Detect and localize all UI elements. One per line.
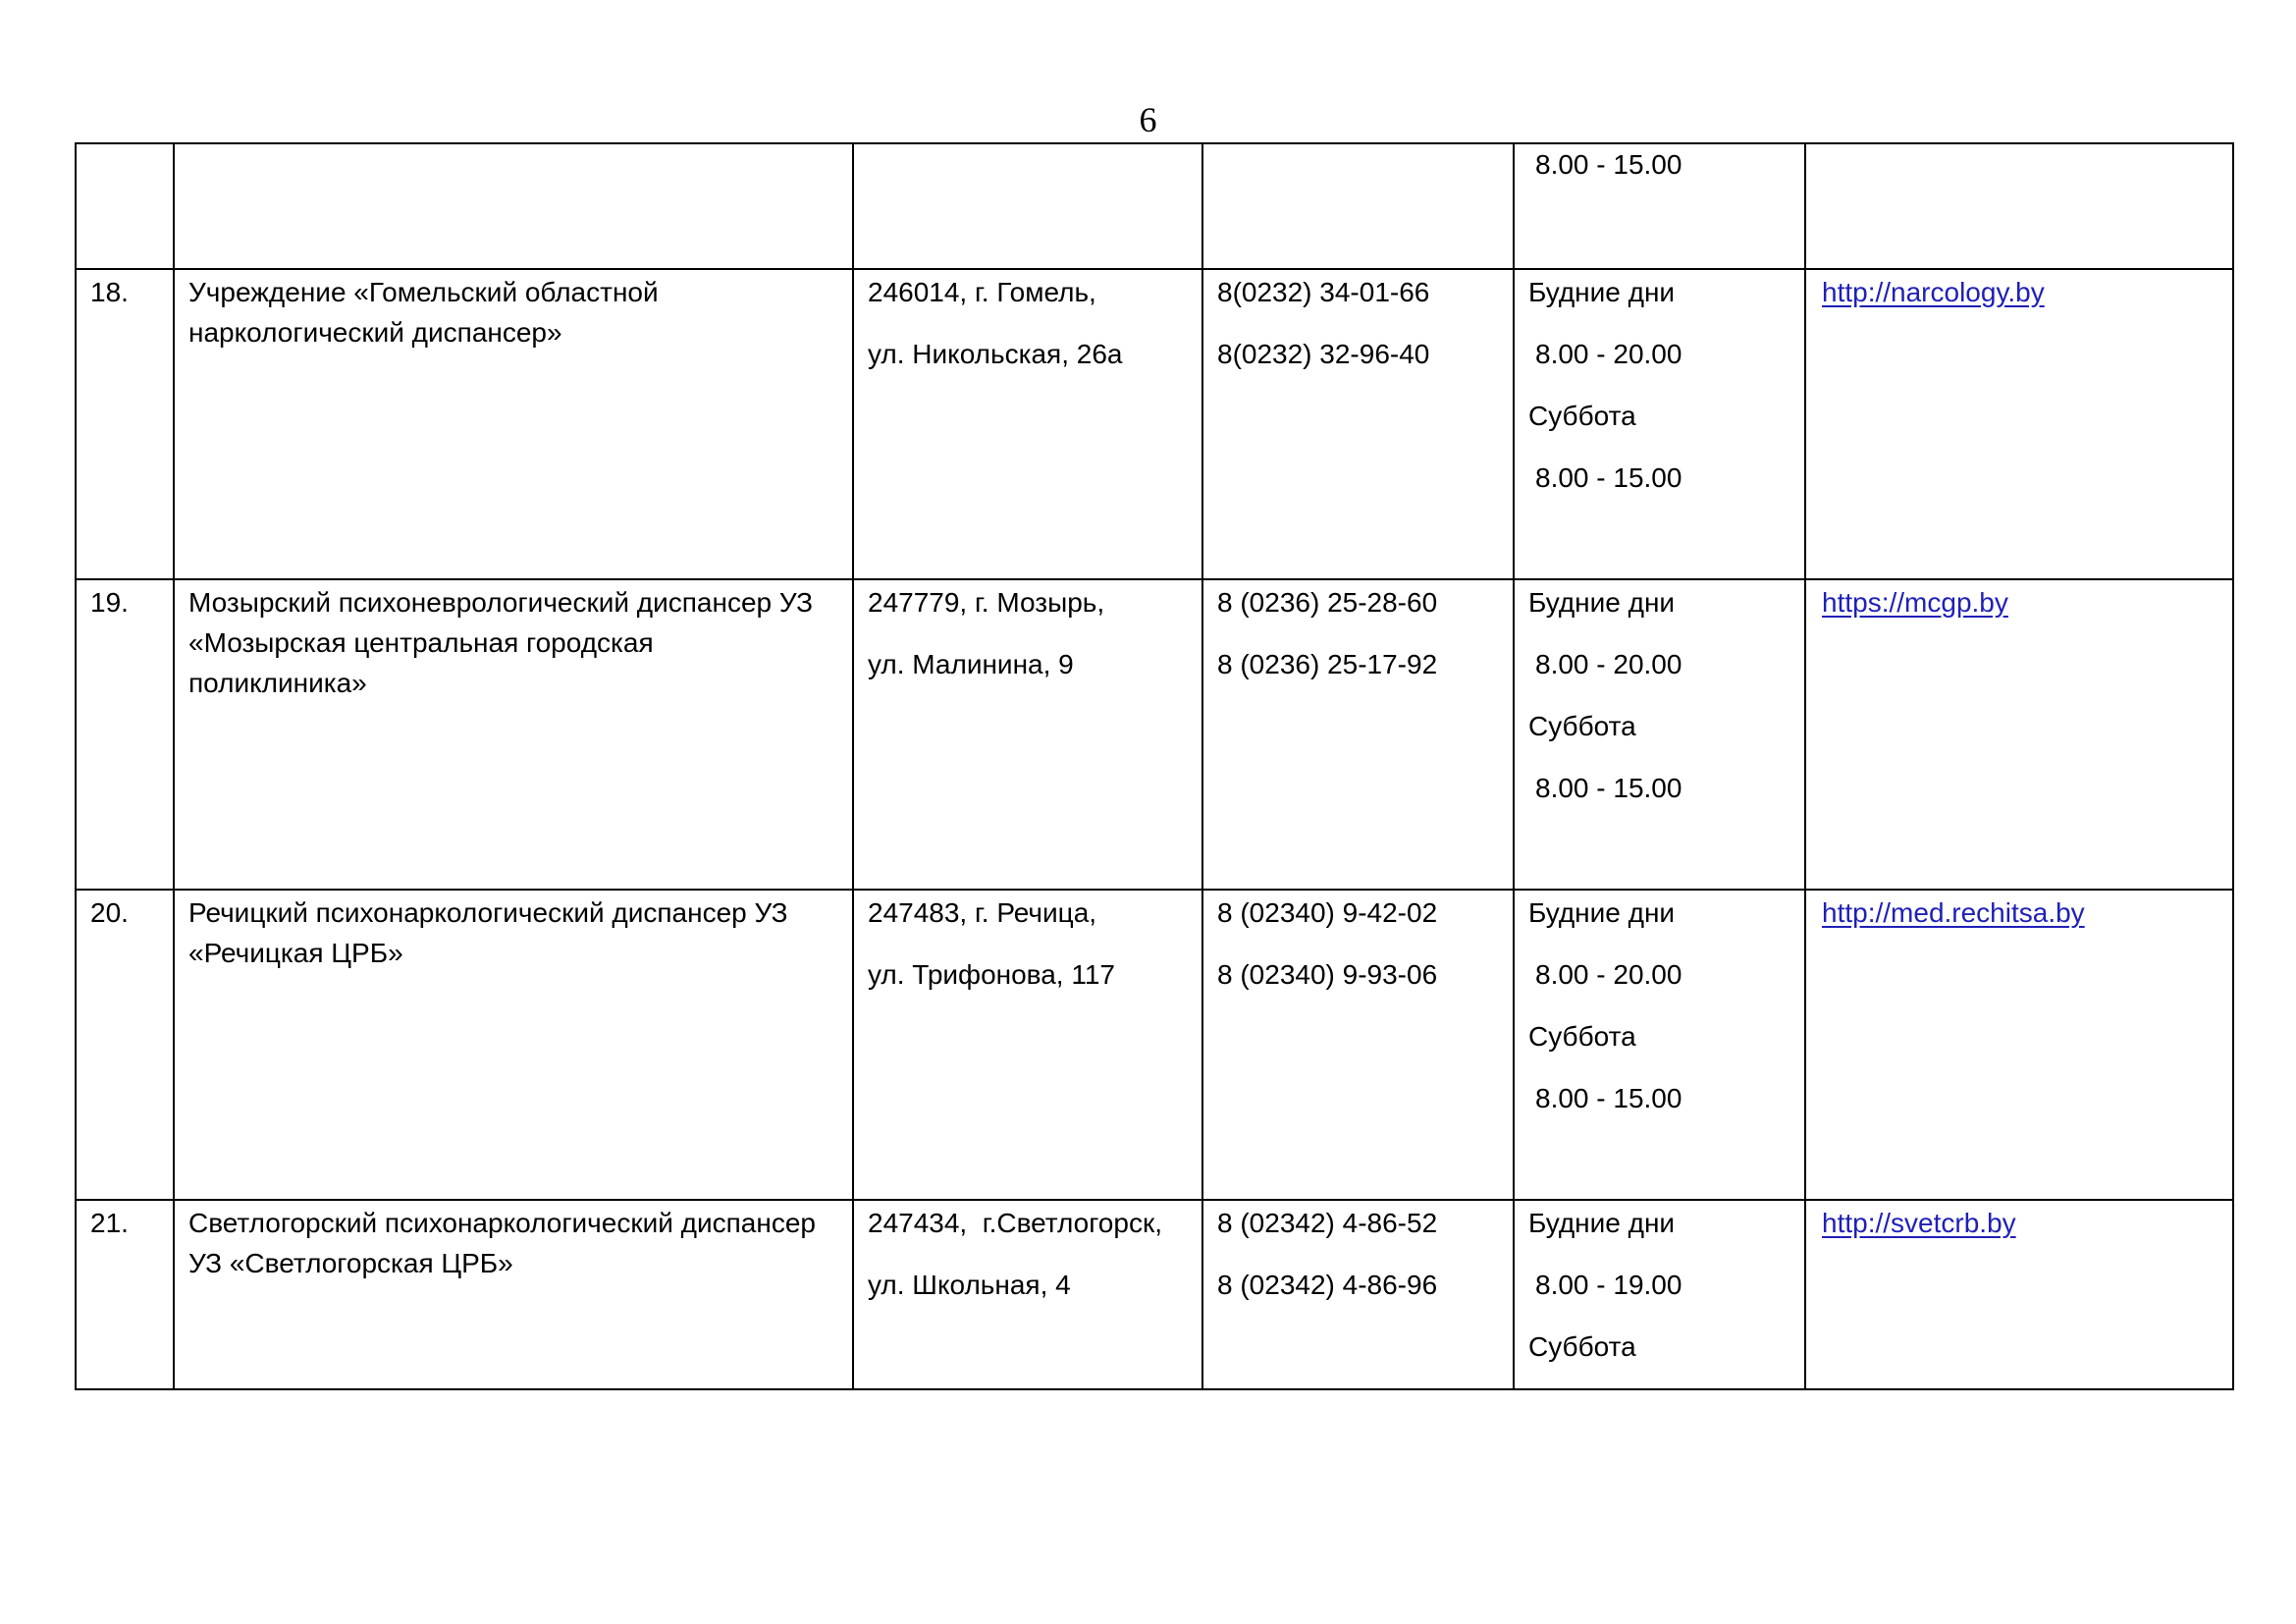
cell-hours: [1514, 890, 1805, 1200]
cell-num: [76, 143, 174, 269]
page-number: 6: [1139, 100, 1157, 139]
cell-num: [76, 269, 174, 579]
cell-hours: [1514, 579, 1805, 890]
cell-phones: [1202, 579, 1514, 890]
table-row-continued: [76, 143, 2233, 269]
cell-name: [174, 143, 853, 269]
hours-line: 8.00 - 15.00: [1535, 149, 1682, 180]
website-link[interactable]: http://svetcrb.by: [1822, 1208, 2016, 1238]
row-number: 21.: [90, 1208, 129, 1238]
hours-line: 8.00 - 20.00: [1535, 959, 1682, 990]
address-line: 246014, г. Гомель,: [868, 277, 1096, 307]
cell-name: [174, 269, 853, 579]
cell-name: [174, 890, 853, 1200]
table-row: [76, 579, 2233, 890]
hours-line: 8.00 - 20.00: [1535, 339, 1682, 369]
institution-name: Мозырский психоневрологический диспансер УЗ «Мозырская центральная городская поликлиника»: [188, 587, 813, 698]
cell-name: [174, 579, 853, 890]
hours-line: 8.00 - 20.00: [1535, 649, 1682, 679]
website-link[interactable]: http://narcology.by: [1822, 277, 2045, 307]
dispensary-table: [75, 142, 2234, 1390]
row-number: 20.: [90, 897, 129, 928]
address-line: ул. Никольская, 26а: [868, 339, 1123, 369]
row-number: 18.: [90, 277, 129, 307]
phone-number: 8(0232) 32-96-40: [1217, 339, 1430, 369]
phone-number: 8 (02342) 4-86-52: [1217, 1208, 1438, 1238]
hours-label: Будние дни: [1528, 897, 1676, 928]
address-line: 247483, г. Речица,: [868, 897, 1097, 928]
cell-address: [853, 890, 1202, 1200]
cell-phones: [1202, 890, 1514, 1200]
table-row: [76, 890, 2233, 1200]
hours-label: Суббота: [1528, 401, 1636, 431]
address-line: ул. Трифонова, 117: [868, 959, 1115, 990]
website-link[interactable]: https://mcgp.by: [1822, 587, 2008, 618]
cell-name: [174, 1200, 853, 1389]
address-line: ул. Школьная, 4: [868, 1270, 1071, 1300]
address-line: 247434, г.Светлогорск,: [868, 1208, 1162, 1238]
institution-name: Речицкий психонаркологический диспансер УЗ «Речицкая ЦРБ»: [188, 897, 788, 968]
cell-site: [1805, 143, 2233, 269]
cell-phones: [1202, 269, 1514, 579]
phone-number: 8(0232) 34-01-66: [1217, 277, 1430, 307]
cell-site: [1805, 579, 2233, 890]
hours-label: Будние дни: [1528, 1208, 1676, 1238]
cell-site: [1805, 1200, 2233, 1389]
hours-label: Будние дни: [1528, 277, 1676, 307]
cell-num: [76, 579, 174, 890]
hours-label: Суббота: [1528, 711, 1636, 741]
hours-label: Суббота: [1528, 1021, 1636, 1052]
cell-phones: [1202, 1200, 1514, 1389]
cell-hours: [1514, 269, 1805, 579]
cell-address: [853, 143, 1202, 269]
hours-line: 8.00 - 15.00: [1535, 462, 1682, 493]
table-row: [76, 1200, 2233, 1389]
address-line: 247779, г. Мозырь,: [868, 587, 1105, 618]
cell-phones: [1202, 143, 1514, 269]
cell-site: [1805, 890, 2233, 1200]
phone-number: 8 (02342) 4-86-96: [1217, 1270, 1438, 1300]
hours-label: Суббота: [1528, 1331, 1636, 1362]
cell-num: [76, 1200, 174, 1389]
hours-label: Будние дни: [1528, 587, 1676, 618]
address-line: ул. Малинина, 9: [868, 649, 1074, 679]
phone-number: 8 (0236) 25-17-92: [1217, 649, 1438, 679]
cell-address: [853, 1200, 1202, 1389]
cell-site: [1805, 269, 2233, 579]
cell-hours: [1514, 143, 1805, 269]
hours-line: 8.00 - 15.00: [1535, 773, 1682, 803]
institution-name: Учреждение «Гомельский областной наркологический диспансер»: [188, 277, 659, 348]
cell-address: [853, 269, 1202, 579]
institution-name: Светлогорский психонаркологический диспансер УЗ «Светлогорская ЦРБ»: [188, 1208, 816, 1278]
cell-hours: [1514, 1200, 1805, 1389]
website-link[interactable]: http://med.rechitsa.by: [1822, 897, 2085, 928]
hours-line: 8.00 - 15.00: [1535, 1083, 1682, 1113]
row-number: 19.: [90, 587, 129, 618]
hours-line: 8.00 - 19.00: [1535, 1270, 1682, 1300]
phone-number: 8 (02340) 9-42-02: [1217, 897, 1438, 928]
phone-number: 8 (02340) 9-93-06: [1217, 959, 1438, 990]
table-row: [76, 269, 2233, 579]
phone-number: 8 (0236) 25-28-60: [1217, 587, 1438, 618]
cell-address: [853, 579, 1202, 890]
cell-num: [76, 890, 174, 1200]
